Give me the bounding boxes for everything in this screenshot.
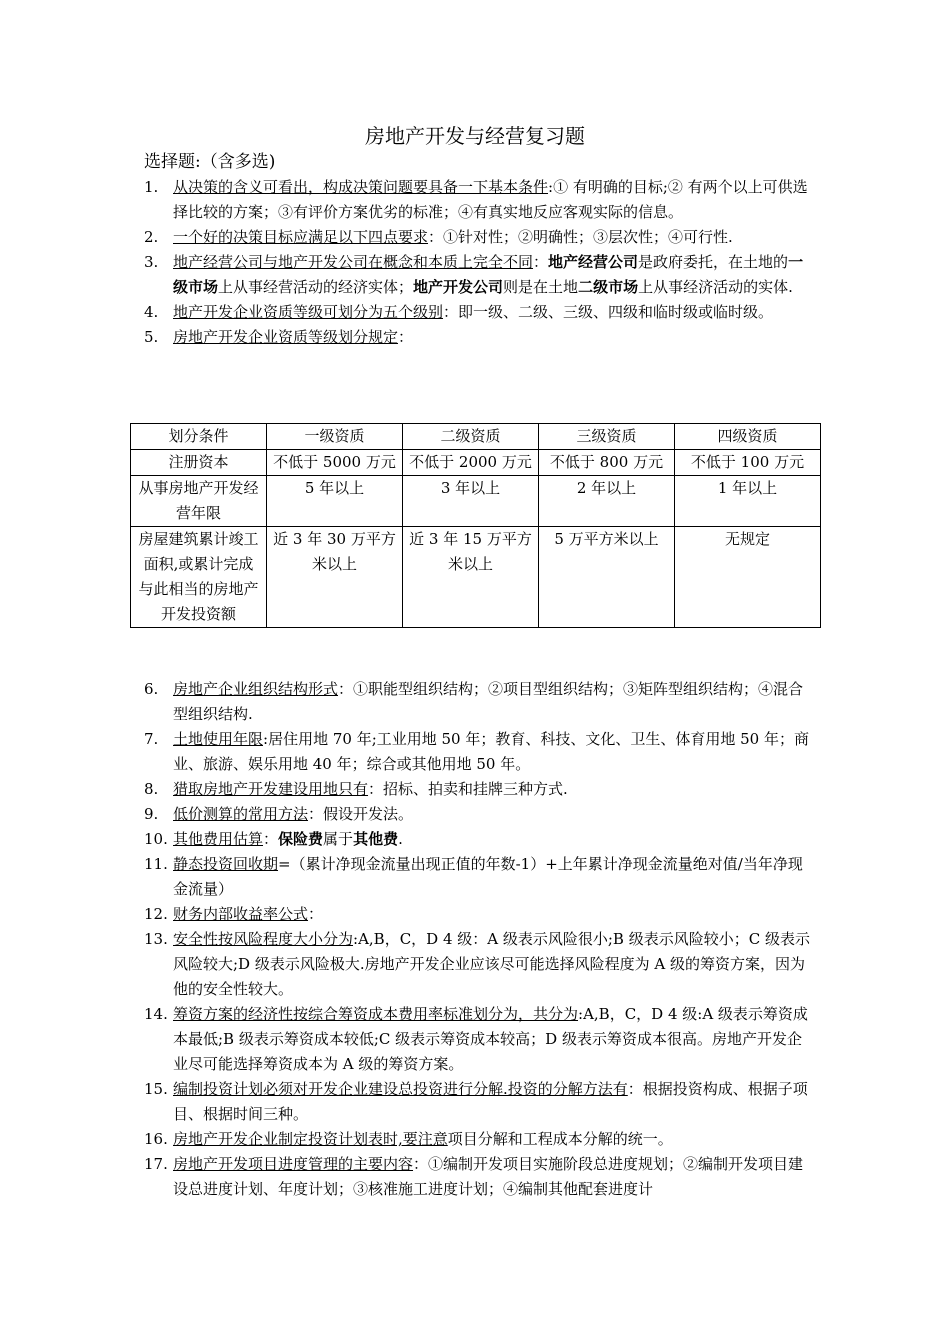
list-item xyxy=(144,1127,816,1152)
item-topic: 一个好的决策目标应满足以下四点要求 xyxy=(173,228,429,246)
table-header-cell: 一级资质 xyxy=(267,424,403,450)
item-text: :A,B，C，D 4 级:A 级表示筹资成本最低;B 级表示筹资成本较低;C 级表示筹资成本较高；D 级表示筹资成本很高。房地产开发企业尽可能选择筹资成本为 A 级的筹资方案。 xyxy=(173,1005,808,1073)
item-number: 3. xyxy=(144,253,159,271)
table-header-cell: 三级资质 xyxy=(539,424,675,450)
table-header-cell: 四级资质 xyxy=(675,424,821,450)
item-number: 4. xyxy=(144,303,159,321)
table-cell: 5 年以上 xyxy=(267,476,403,527)
list-item xyxy=(144,1152,816,1202)
table-cell: 从事房地产开发经营年限 xyxy=(131,476,267,527)
item-number: 1. xyxy=(144,178,159,196)
item-number: 11. xyxy=(144,855,168,873)
item-number: 17. xyxy=(144,1155,168,1173)
item-text: ： xyxy=(533,253,549,271)
list-item xyxy=(144,802,816,827)
item-topic: 其他费用估算 xyxy=(173,830,264,848)
table-cell: 不低于 5000 万元 xyxy=(267,450,403,476)
item-text: 是政府委托，在土地的 xyxy=(638,253,789,271)
item-topic: 财务内部收益率公式 xyxy=(173,905,309,923)
list-item xyxy=(144,902,816,927)
list-item xyxy=(144,325,816,350)
list-item xyxy=(144,1002,816,1077)
bold-term: 二级市场 xyxy=(578,278,639,296)
item-text: ： xyxy=(308,905,324,923)
item-topic: 房地产企业组织结构形式 xyxy=(173,680,339,698)
item-text: =（累计净现金流量出现正值的年数-1）+上年累计净现金流量绝对值/当年净现金流量） xyxy=(173,855,803,898)
document-title: 房地产开发与经营复习题 xyxy=(365,124,585,148)
bold-term: 一级市场 xyxy=(173,253,804,296)
list-item xyxy=(144,250,816,300)
item-number: 2. xyxy=(144,228,159,246)
question-list-part-1 xyxy=(144,175,816,350)
item-text: ：①针对性；②明确性；③层次性；④可行性. xyxy=(428,228,733,246)
table-cell: 房屋建筑累计竣工面积,或累计完成与此相当的房地产开发投资额 xyxy=(131,527,267,628)
qualification-table xyxy=(130,423,821,628)
bold-term: 保险费 xyxy=(278,830,324,848)
item-text: ：①职能型组织结构；②项目型组织结构；③矩阵型组织结构；④混合型组织结构. xyxy=(173,680,804,723)
table-cell: 2 年以上 xyxy=(539,476,675,527)
item-topic: 低价测算的常用方法 xyxy=(173,805,309,823)
bold-term: 地产经营公司 xyxy=(548,253,639,271)
item-number: 7. xyxy=(144,730,159,748)
item-text: :居住用地 70 年;工业用地 50 年；教育、科技、文化、卫生、体育用地 50 年；商业、旅游、娱乐用地 40 年；综合或其他用地 50 年。 xyxy=(173,730,809,773)
item-text: 项目分解和工程成本分解的统一。 xyxy=(447,1130,673,1148)
item-number: 5. xyxy=(144,328,159,346)
item-topic: 编制投资计划必须对开发企业建设总投资进行分解.投资的分解方法有 xyxy=(173,1080,628,1098)
table-cell: 不低于 100 万元 xyxy=(675,450,821,476)
item-number: 13. xyxy=(144,930,168,948)
table-cell: 近 3 年 15 万平方米以上 xyxy=(403,527,539,628)
item-text: 属于 xyxy=(323,830,354,848)
item-topic: 房地产开发企业制定投资计划表时,要注意 xyxy=(173,1130,448,1148)
item-text: 上从事经营活动的经济实体； xyxy=(218,278,414,296)
table-header-cell: 二级资质 xyxy=(403,424,539,450)
table-cell: 3 年以上 xyxy=(403,476,539,527)
item-topic: 地产经营公司与地产开发公司在概念和本质上完全不同 xyxy=(173,253,534,271)
table-cell: 不低于 800 万元 xyxy=(539,450,675,476)
bold-term: 其他费 xyxy=(353,830,399,848)
table-cell: 注册资本 xyxy=(131,450,267,476)
item-text: ：即一级、二级、三级、四级和临时级或临时级。 xyxy=(443,303,774,321)
item-topic: 地产开发企业资质等级可划分为五个级别 xyxy=(173,303,444,321)
item-number: 14. xyxy=(144,1005,168,1023)
section-heading: 选择题:（含多选) xyxy=(144,152,276,172)
list-item xyxy=(144,852,816,902)
item-text: ：招标、拍卖和挂牌三种方式. xyxy=(368,780,568,798)
item-number: 6. xyxy=(144,680,159,698)
list-item xyxy=(144,827,816,852)
item-topic: 筹资方案的经济性按综合筹资成本费用率标准划分为，共分为 xyxy=(173,1005,579,1023)
item-topic: 土地使用年限 xyxy=(173,730,264,748)
item-number: 10. xyxy=(144,830,168,848)
list-item xyxy=(144,777,816,802)
table-cell: 无规定 xyxy=(675,527,821,628)
item-text: ：根据投资构成、根据子项目、根据时间三种。 xyxy=(173,1080,808,1123)
list-item xyxy=(144,927,816,1002)
item-text: :① 有明确的目标;② 有两个以上可供选择比较的方案；③有评价方案优劣的标准；④有真实地反应客观实际的信息。 xyxy=(173,178,808,221)
list-item xyxy=(144,300,816,325)
item-topic: 房地产开发企业资质等级划分规定 xyxy=(173,328,399,346)
item-text: ： xyxy=(263,830,279,848)
item-text: :A,B，C，D 4 级：A 级表示风险很小;B 级表示风险较小；C 级表示风险较大;D 级表示风险极大.房地产开发企业应该尽可能选择风险程度为 A 级的筹资方案，因为他的安全性较大。 xyxy=(173,930,810,998)
item-text: 则是在土地 xyxy=(503,278,579,296)
table-cell: 1 年以上 xyxy=(675,476,821,527)
list-item xyxy=(144,1077,816,1127)
table-cell: 近 3 年 30 万平方米以上 xyxy=(267,527,403,628)
item-text: ：①编制开发项目实施阶段总进度规划；②编制开发项目建设总进度计划、年度计划；③核准施工进度计划；④编制其他配套进度计 xyxy=(173,1155,804,1198)
item-topic: 安全性按风险程度大小分为 xyxy=(173,930,354,948)
table-row xyxy=(131,476,821,527)
item-text: 上从事经济活动的实体. xyxy=(638,278,793,296)
item-number: 8. xyxy=(144,780,159,798)
table-cell: 5 万平方米以上 xyxy=(539,527,675,628)
table-row xyxy=(131,450,821,476)
list-item xyxy=(144,175,816,225)
question-list-part-2 xyxy=(144,677,816,1202)
item-topic: 房地产开发项目进度管理的主要内容 xyxy=(173,1155,414,1173)
item-number: 16. xyxy=(144,1130,168,1148)
table-header-row xyxy=(131,424,821,450)
table-cell: 不低于 2000 万元 xyxy=(403,450,539,476)
item-number: 15. xyxy=(144,1080,168,1098)
item-number: 12. xyxy=(144,905,168,923)
item-text: ： xyxy=(398,328,414,346)
item-topic: 猎取房地产开发建设用地只有 xyxy=(173,780,369,798)
item-text: . xyxy=(398,830,403,848)
bold-term: 地产开发公司 xyxy=(413,278,504,296)
item-number: 9. xyxy=(144,805,159,823)
item-topic: 从决策的含义可看出，构成决策问题要具备一下基本条件 xyxy=(173,178,549,196)
list-item xyxy=(144,727,816,777)
item-text: ：假设开发法。 xyxy=(308,805,414,823)
table-row xyxy=(131,527,821,628)
list-item xyxy=(144,225,816,250)
item-topic: 静态投资回收期 xyxy=(173,855,279,873)
list-item xyxy=(144,677,816,727)
table-header-cell: 划分条件 xyxy=(131,424,267,450)
